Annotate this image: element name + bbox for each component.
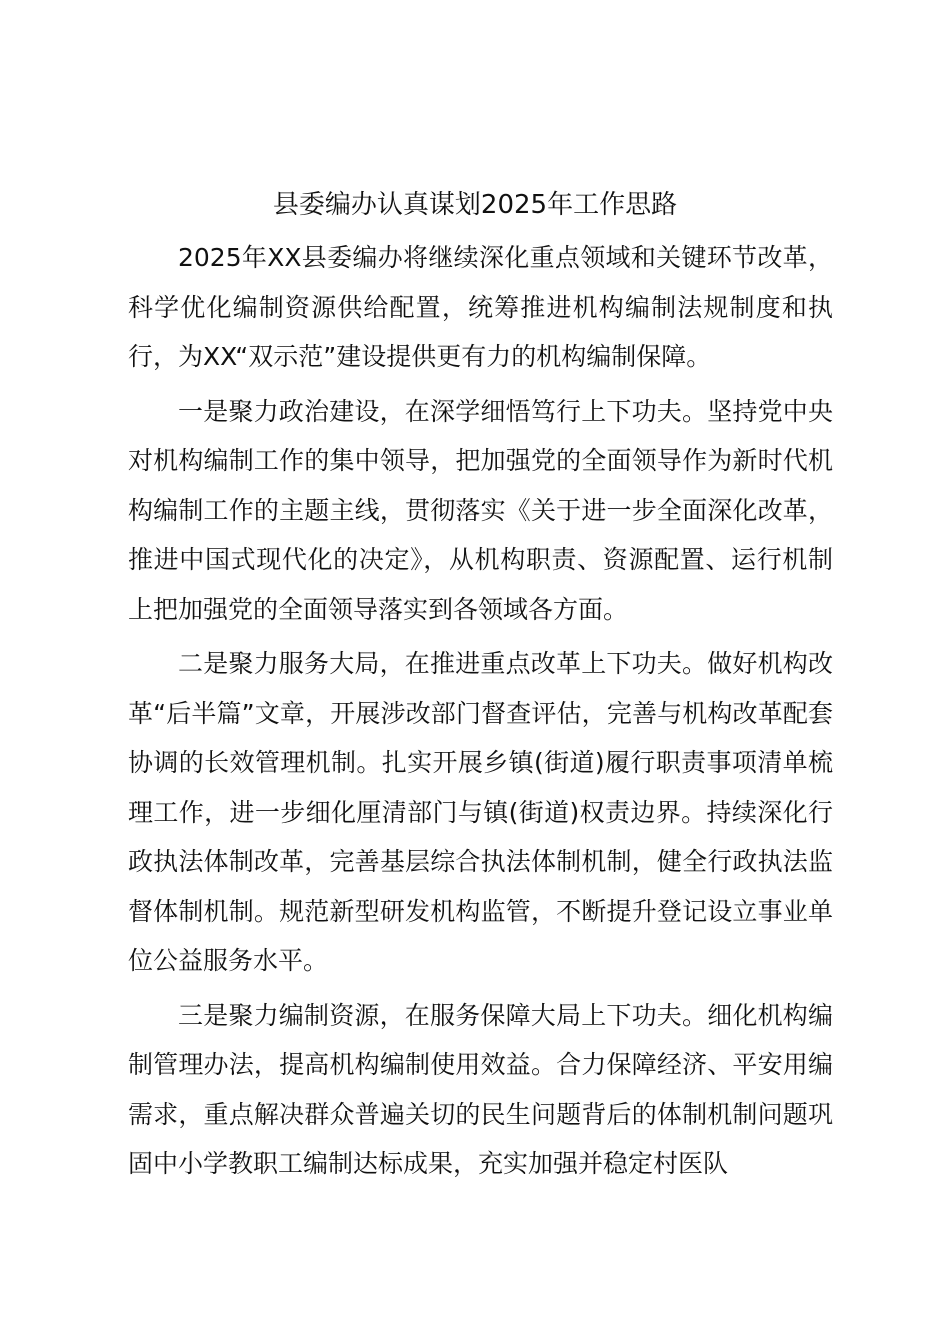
paragraph-staffing-resources: 三是聚力编制资源，在服务保障大局上下功夫。细化机构编制管理办法，提高机构编制使用效益。合力保障经济、平安用编需求，重点解决群众普遍关切的民生问题背后的体制机制问题巩固中小学教职工编制达标成果，充实加强并稳定村医队 [128, 1000, 833, 1178]
paragraph-intro: 2025年XX县委编办将继续深化重点领域和关键环节改革，科学优化编制资源供给配置，统筹推进机构编制法规制度和执行，为XX“双示范”建设提供更有力的机构编制保障。 [128, 243, 833, 371]
document-title: 县委编办认真谋划2025年工作思路 [272, 190, 678, 220]
paragraph-serve-overall: 二是聚力服务大局，在推进重点改革上下功夫。做好机构改革“后半篇”文章，开展涉改部门督查评估，完善与机构改革配套协调的长效管理机制。扎实开展乡镇(街道)履行职责事项清单梳理工作，进一步细化厘清部门与镇(街道)权责边界。持续深化行政执法体制改革，完善基层综合执法体制机制，健全行政执法监督体制机制。规范新型研发机构监管，不断提升登记设立事业单位公益服务水平。 [128, 649, 833, 975]
paragraph-political-building: 一是聚力政治建设，在深学细悟笃行上下功夫。坚持党中央对机构编制工作的集中领导，把加强党的全面领导作为新时代机构编制工作的主题主线，贯彻落实《关于进一步全面深化改革，推进中国式现代化的决定》，从机构职责、资源配置、运行机制上把加强党的全面领导落实到各领域各方面。 [128, 396, 833, 624]
document-body [128, 233, 833, 1191]
